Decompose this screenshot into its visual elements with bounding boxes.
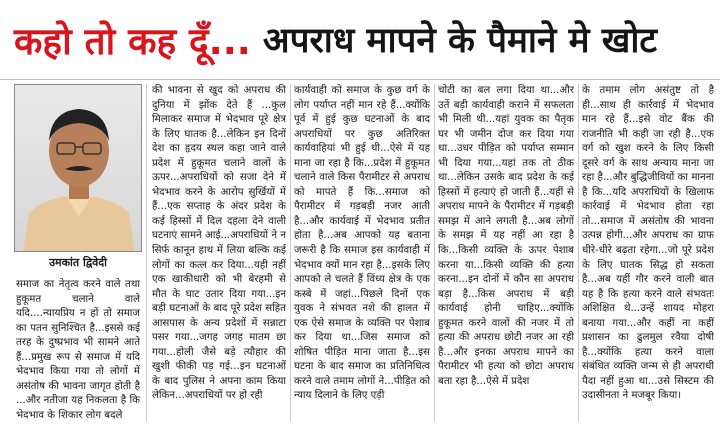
column-divider: [290, 84, 291, 422]
column-divider: [434, 84, 435, 422]
article-column-5: के तमाम लोग असंतुष्ट तो है ही...साथ ही कार्रवाई में भेदभाव मान रहे हैं...इसे वोट बैंक की राजनीति भी कही जा रही है...एक वर्ग को खुश करने के लिए किसी दूसरे वर्ग के साथ अन्याय माना जा रहा है...और बुद्धिजीवियों का मानना है कि...यदि अपराधियों के खिलाफ कार्रवाई में भेदभाव होता रहा तो...समाज में असंतोष की भावना उत्पन्न होगी...और अपराध का ग्राफ धीरे-धीरे बढ़ता रहेगा...जो पूरे प्रदेश के लिए घातक सिद्ध हो सकता है...अब यहीं गौर करने वाली बात यह है कि हत्या करने वाले संभवतः अशिक्षित थे...उन्हें शायद मोहरा बनाया गया...और कहीं ना कहीं प्रशासन का ढुलमुल रवैया दोषी है...क्योंकि हत्या करने वाला संबंधित व्यक्ति जन्म से ही अपराधी पैदा नहीं हुआ था...उसे सिस्टम की उदासीनता ने मजबूर किया।: [582, 85, 714, 402]
article-column-4: चोटी का बल लगा दिया था...और उतें बड़ी कार्यवाही कराने में सफलता भी मिली थी...यहां युवक का पैतृक घर भी जमीन दोज कर दिया गया था...उधर पीड़ित को पर्याप्त सम्मान भी दिया गया...यहां तक तो ठीक था...लेकिन उसके बाद प्रदेश के कई हिस्सों में हत्याएं हो जाती हैं...यहीं से अपराध मापने के पैरामीटर में गड़बड़ी समझ में आने लगती है...अब लोगों के समझ में यह नहीं आ रहा है कि...किसी व्यक्ति के ऊपर पेशाब करना या...किसी व्यक्ति की हत्या करना...इन दोनों में कौन सा अपराध बड़ा है...किस अपराध में बड़ी कार्यवाई होनी चाहिए...क्योंकि हुकूमत करने वालों की नजर में तो हत्या की अपराध छोटी नजर आ रही है...और इनका अपराध मापने का पैरामीटर भी हत्या को छोटा अपराध बता रहा है...ऐसे में प्रदेश: [438, 85, 574, 387]
column-divider: [146, 84, 147, 422]
column-divider: [578, 84, 579, 422]
headline-red-text: कहो तो कह दूँ...: [14, 20, 251, 63]
headline: [0, 0, 720, 80]
byline: उमकांत द्विवेदी: [49, 256, 107, 269]
headline-black-text: अपराध मापने के पैमाने मे खोट: [262, 21, 658, 61]
article-column-2: की भावना से खुद को अपराध की दुनिया में झोंक देते हैं ...कुल मिलाकर समाज में भेदभाव पूरे क्षेत्र के लिए घातक है...लेकिन इन दिनों देश का हृदय स्थल कहा जाने वाले प्रदेश में हुकूमत चलाने वालों के ऊपर...अपराधियों को सजा देने में भेदभाव करने के आरोप सुर्खियों में हैं...एक सप्ताह के अंदर प्रदेश के कई हिस्सों में दिल दहला देने वाली घटनाएं सामने आई...अपराधियों ने न सिर्फ कानून हाथ में लिया बल्कि कई लोगों का कत्ल कर दिया...यही नहीं एक खाकीधारी को भी बेरहमी से मौत के घाट उतार दिया गया...इन बड़ी घटनाओं के बाद पूरे प्रदेश सहित आसपास के अन्य प्रदेशों में सन्नाटा पसर गया...जगह जगह मातम छा गया...होली जैसे बड़े त्यौहार की खुशी फीकी पड़ गई...इन घटनाओं के बाद पुलिस ने अपना काम किया लेकिन...अपराधियों पर हो रही: [152, 85, 286, 402]
author-photo: [14, 84, 142, 252]
article-column-3: कार्यवाही को समाज के कुछ वर्ग के लोग पर्याप्त नहीं मान रहे हैं...क्योंकि पूर्व में हुई कुछ घटनाओं के बाद अपराधियों पर कुछ अतिरिक्त कार्यवाहियां भी हुई थी...ऐसे में यह माना जा रहा है कि...प्रदेश में हुकूमत चलाने वाले किस पैरामीटर से अपराध को मापते हैं कि...समाज को पैरामीटर में गड़बड़ी नजर आती है...और कार्यवाई में भेदभाव प्रतीत होता है...अब आपको यह बताना जरूरी है कि समाज इस कार्यवाही में भेदभाव क्यों मान रहा है...इसके लिए आपको ले चलते हैं विंध्य क्षेत्र के एक कस्बे में जहां...पिछले दिनों एक युवक ने संभवत नशे की हालत में एक ऐसे समाज के व्यक्ति पर पेशाब कर दिया था...जिस समाज को शोषित पीड़ित माना जाता है...इस घटना के बाद समाज का प्रतिनिधित्व करने वाले तमाम लोगों ने...पीड़ित को न्याय दिलाने के लिए एड़ी: [294, 85, 430, 402]
person-portrait-icon: [15, 85, 142, 252]
article-column-1: समाज का नेतृत्व करने वाले तथा हुकूमत चलाने वाले यदि....न्यायप्रिय न हों तो समाज का पतन सुनिश्चित है...इससे कई तरह के दुष्प्रभाव भी सामने आते हैं...प्रमुख रूप से समाज में यदि भेदभाव किया गया तो लोगों में असंतोष की भावना जागृत होती है ...और नतीजा यह निकलता है कि भेदभाव के शिकार लोग बदले: [16, 279, 140, 421]
